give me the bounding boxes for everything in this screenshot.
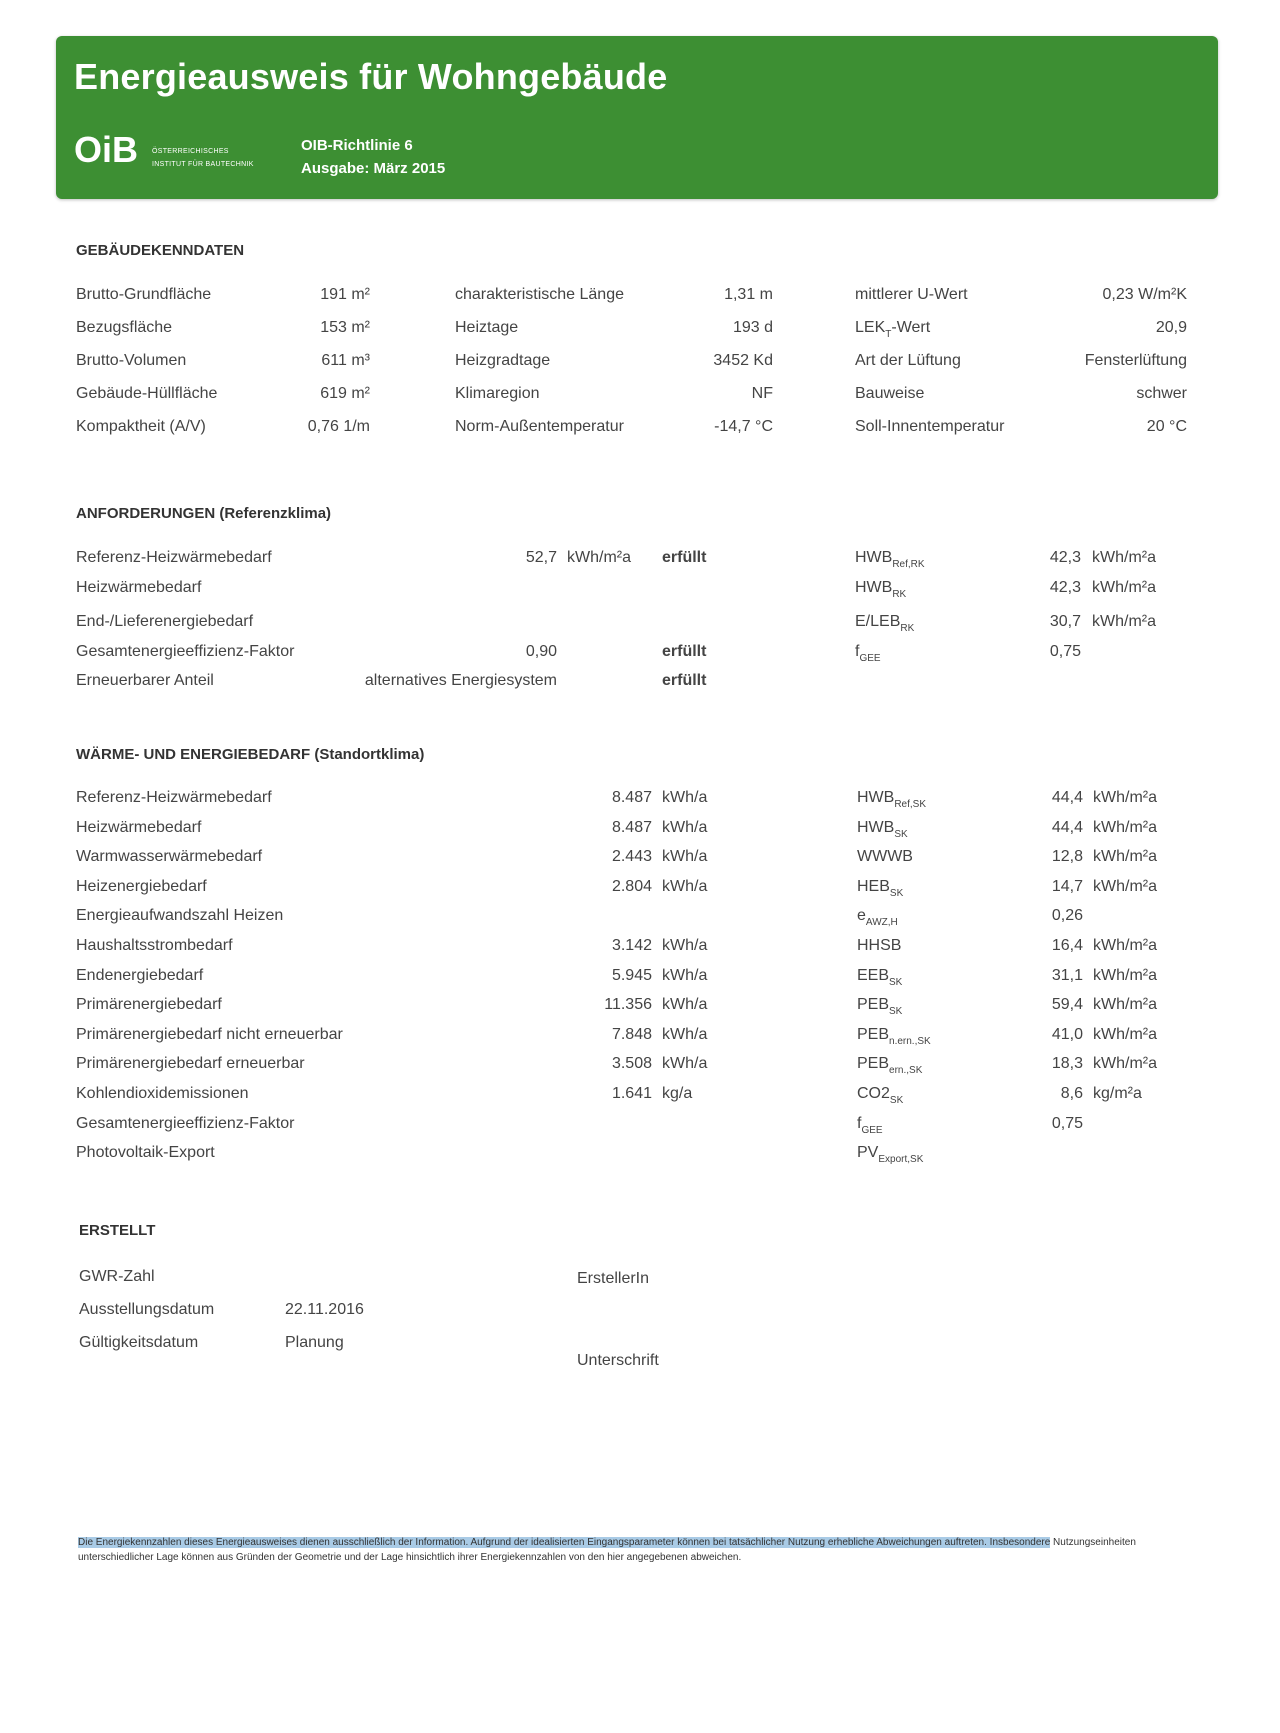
- label-suffix: -Wert: [891, 319, 931, 336]
- energy-specific-unit: kWh/m²a: [1093, 996, 1157, 1014]
- requirement-status: erfüllt: [662, 672, 707, 689]
- symbol-text: f: [857, 1114, 862, 1132]
- gebaeude-value: Fensterlüftung: [1084, 352, 1187, 369]
- gebaeude-value: 193 d: [732, 319, 773, 336]
- energy-symbol: [857, 937, 901, 955]
- energy-symbol: [857, 1025, 931, 1047]
- gwr-zahl-label: GWR-Zahl: [79, 1268, 155, 1285]
- energy-label: Referenz-Heizwärmebedarf: [76, 789, 272, 806]
- energy-unit: kWh/a: [662, 848, 708, 866]
- symbol-subscript: Ref,SK: [894, 799, 927, 810]
- requirement-label: End-/Lieferenergiebedarf: [76, 613, 254, 630]
- energy-value: 5.945: [611, 966, 652, 984]
- gebaeude-value: schwer: [1136, 385, 1187, 402]
- symbol-text: EEB: [857, 966, 890, 984]
- gebaeude-value: 619 m²: [320, 385, 370, 402]
- energy-value: 7.848: [611, 1025, 652, 1043]
- gebaeude-label: Gebäude-Hüllfläche: [76, 385, 218, 402]
- energy-unit: kWh/a: [662, 818, 708, 836]
- energy-symbol: [857, 789, 927, 810]
- requirement-symbol: [855, 579, 907, 600]
- requirement-specific-unit: kWh/m²a: [1092, 579, 1156, 596]
- requirement-label: Referenz-Heizwärmebedarf: [76, 549, 272, 566]
- symbol-text: HEB: [857, 877, 890, 895]
- symbol-text: HWB: [855, 579, 893, 596]
- energy-value: 2.443: [611, 848, 652, 866]
- symbol-subscript: Export,SK: [878, 1154, 924, 1166]
- energy-specific-unit: kWh/m²a: [1093, 966, 1157, 984]
- symbol-text: WWWB: [857, 848, 913, 866]
- symbol-text: CO2: [857, 1085, 890, 1102]
- gebaeude-label: Klimaregion: [455, 385, 540, 402]
- energy-unit: kWh/a: [662, 937, 708, 954]
- requirement-specific-value: 30,7: [1049, 613, 1081, 630]
- ausstellungsdatum-label: Ausstellungsdatum: [79, 1301, 215, 1318]
- gueltigkeitsdatum-value: Planung: [285, 1334, 344, 1351]
- energy-specific-unit: kWh/m²a: [1093, 1025, 1157, 1043]
- document-title: Energieausweis für Wohngebäude: [74, 56, 668, 97]
- symbol-subscript: SK: [889, 887, 904, 899]
- energy-specific-value: 31,1: [1051, 966, 1083, 984]
- symbol-subscript: Ref,RK: [892, 559, 925, 570]
- gueltigkeitsdatum-label: Gültigkeitsdatum: [79, 1334, 199, 1351]
- requirement-status: erfüllt: [662, 643, 707, 660]
- selected-text[interactable]: Die Energiekennzahlen dieses Energieausweises dienen ausschließlich der Information. Aufgrund der idealisierten Eingangsparameter können bei tatsächlicher Nutzung erhebliche Abweichungen auftreten. Insbesondere: [78, 1537, 1051, 1548]
- symbol-text: HWB: [857, 818, 895, 836]
- disclaimer-footnote: [78, 1535, 1190, 1565]
- energy-specific-unit: kWh/m²a: [1093, 848, 1157, 866]
- energy-symbol: [857, 907, 898, 929]
- gebaeude-label: Brutto-Volumen: [76, 352, 187, 369]
- energy-symbol: [857, 877, 904, 899]
- energy-label: Primärenergiebedarf erneuerbar: [76, 1055, 305, 1073]
- energy-value: 3.142: [611, 937, 652, 954]
- gebaeude-value: 153 m²: [320, 319, 370, 336]
- energy-specific-value: 0,26: [1051, 907, 1083, 925]
- gebaeude-value: 20,9: [1155, 319, 1187, 336]
- symbol-subscript: AWZ,H: [865, 917, 898, 929]
- energy-specific-value: 18,3: [1051, 1055, 1083, 1073]
- symbol-subscript: GEE: [861, 1124, 883, 1136]
- energy-unit: kWh/a: [662, 1055, 708, 1073]
- energy-specific-unit: kg/m²a: [1093, 1085, 1142, 1102]
- energy-specific-unit: kWh/m²a: [1093, 818, 1157, 836]
- energy-label: Primärenergiebedarf: [76, 996, 222, 1014]
- requirement-value: alternatives Energiesystem: [364, 672, 557, 689]
- energy-specific-value: 8,6: [1060, 1085, 1083, 1102]
- symbol-text: PV: [857, 1144, 879, 1162]
- symbol-text: PEB: [857, 1025, 890, 1043]
- richtlinie-ausgabe: Ausgabe: März 2015: [301, 160, 446, 177]
- logo-line-1: ÖSTERREICHISCHES: [152, 148, 229, 155]
- energy-specific-unit: kWh/m²a: [1093, 937, 1157, 954]
- ersteller-label: ErstellerIn: [577, 1270, 650, 1287]
- section-title-anforderungen: ANFORDERUNGEN (Referenzklima): [76, 505, 332, 522]
- gebaeude-label: mittlerer U-Wert: [855, 286, 968, 303]
- requirement-value: 52,7: [525, 549, 557, 566]
- energy-label: Heizenergiebedarf: [76, 877, 207, 895]
- gebaeude-value: 0,23 W/m²K: [1102, 286, 1187, 303]
- symbol-subscript: SK: [889, 1006, 903, 1018]
- gebaeude-value: 20 °C: [1146, 418, 1187, 435]
- requirement-symbol: [855, 643, 881, 664]
- requirement-unit: kWh/m²a: [567, 549, 631, 566]
- label-subscript: T: [885, 329, 892, 340]
- gebaeude-label: charakteristische Länge: [455, 286, 624, 303]
- energy-unit: kWh/a: [662, 996, 708, 1014]
- symbol-subscript: ern.,SK: [889, 1065, 923, 1077]
- symbol-text: PEB: [857, 996, 890, 1014]
- requirement-label: Gesamtenergieeffizienz-Faktor: [76, 643, 295, 660]
- gebaeude-label: Bezugsfläche: [76, 319, 173, 336]
- gebaeude-value: 0,76 1/m: [307, 418, 370, 435]
- gebaeude-label: Norm-Außentemperatur: [455, 418, 624, 435]
- gebaeude-label: Art der Lüftung: [855, 352, 961, 369]
- symbol-text: HWB: [857, 789, 895, 806]
- symbol-text: PEB: [857, 1055, 890, 1073]
- symbol-subscript: RK: [900, 623, 915, 634]
- symbol-subscript: SK: [889, 976, 903, 988]
- gebaeude-value: 191 m²: [320, 286, 370, 303]
- logo-mark: OiB: [74, 129, 139, 170]
- requirement-symbol: [855, 613, 915, 634]
- symbol-text: E/LEB: [855, 613, 901, 630]
- energy-specific-unit: kWh/m²a: [1093, 1055, 1157, 1073]
- symbol-text: e: [857, 907, 866, 925]
- energy-label: Endenergiebedarf: [76, 966, 204, 984]
- symbol-subscript: SK: [889, 1095, 904, 1106]
- symbol-subscript: GEE: [859, 653, 881, 664]
- energy-value: 8.487: [611, 818, 652, 836]
- energy-label: Warmwasserwärmebedarf: [76, 848, 263, 866]
- gebaeude-value: NF: [751, 385, 773, 402]
- energy-specific-value: 59,4: [1051, 996, 1083, 1014]
- energy-symbol: [857, 1114, 883, 1136]
- energy-label: Kohlendioxidemissionen: [76, 1085, 249, 1102]
- energy-value: 11.356: [604, 996, 652, 1014]
- gebaeude-label: Soll-Innentemperatur: [855, 418, 1005, 435]
- requirement-specific-value: 42,3: [1049, 579, 1081, 596]
- energy-unit: kg/a: [662, 1085, 693, 1102]
- energy-specific-unit: kWh/m²a: [1093, 877, 1157, 895]
- energy-unit: kWh/a: [662, 877, 708, 895]
- energy-unit: kWh/a: [662, 789, 708, 806]
- oib-logo: [74, 128, 274, 178]
- requirement-specific-value: 42,3: [1049, 549, 1081, 566]
- energy-symbol: [857, 818, 908, 840]
- header-banner: [56, 36, 1218, 199]
- requirement-label: Heizwärmebedarf: [76, 579, 202, 596]
- energy-specific-value: 12,8: [1051, 848, 1083, 866]
- energy-label: Gesamtenergieeffizienz-Faktor: [76, 1114, 295, 1132]
- gebaeude-label: Brutto-Grundfläche: [76, 286, 212, 303]
- energy-label: Photovoltaik-Export: [76, 1144, 215, 1162]
- energy-symbol: [857, 966, 903, 988]
- requirement-status: erfüllt: [662, 549, 707, 566]
- gebaeude-value: 611 m³: [321, 352, 370, 369]
- symbol-subscript: SK: [894, 828, 908, 840]
- section-title-gebaeudekenndaten: GEBÄUDEKENNDATEN: [76, 242, 245, 259]
- energy-unit: kWh/a: [662, 966, 708, 984]
- requirement-label: Erneuerbarer Anteil: [76, 672, 214, 689]
- gebaeude-label: Heiztage: [455, 319, 519, 336]
- gebaeude-value: 3452 Kd: [713, 352, 773, 369]
- symbol-subscript: RK: [892, 589, 907, 600]
- energy-label: Haushaltsstrombedarf: [76, 937, 233, 954]
- symbol-text: HHSB: [857, 937, 902, 954]
- unterschrift-label: Unterschrift: [577, 1352, 659, 1369]
- energy-symbol: [857, 996, 903, 1018]
- symbol-subscript: n.ern.,SK: [889, 1035, 931, 1047]
- energy-value: 3.508: [611, 1055, 652, 1073]
- gebaeude-label: Kompaktheit (A/V): [76, 418, 206, 435]
- energy-specific-value: 0,75: [1051, 1114, 1083, 1132]
- energy-value: 2.804: [611, 877, 652, 895]
- energy-specific-value: 41,0: [1051, 1025, 1083, 1043]
- energy-label: Primärenergiebedarf nicht erneuerbar: [76, 1025, 343, 1043]
- logo-line-2: INSTITUT FÜR BAUTECHNIK: [152, 161, 254, 168]
- energy-symbol: [857, 848, 913, 866]
- energy-value: 8.487: [611, 789, 652, 806]
- richtlinie-name: OIB-Richtlinie 6: [301, 137, 413, 154]
- requirement-symbol: [855, 549, 925, 570]
- energy-value: 1.641: [611, 1085, 652, 1102]
- symbol-text: f: [855, 643, 860, 660]
- energy-specific-value: 16,4: [1051, 937, 1083, 954]
- gebaeude-value: 1,31 m: [724, 286, 773, 303]
- gebaeude-label: [855, 319, 931, 340]
- ausstellungsdatum-value: 22.11.2016: [285, 1301, 364, 1318]
- energy-label: Heizwärmebedarf: [76, 818, 202, 836]
- symbol-text: HWB: [855, 549, 893, 566]
- richtlinie-info: [301, 134, 445, 180]
- label-text: LEK: [855, 319, 886, 336]
- footnote-rest: Nutzungseinheiten unterschiedlicher Lage können aus Gründen der Geometrie und der Lage hinsichtlich ihrer Energiekennzahlen von den hier angegebenen abweichen.: [78, 1537, 1136, 1563]
- energy-specific-value: 44,4: [1051, 818, 1083, 836]
- requirement-specific-unit: kWh/m²a: [1092, 613, 1156, 630]
- requirement-value: 0,90: [525, 643, 557, 660]
- energy-specific-value: 44,4: [1051, 789, 1083, 806]
- energy-label: Energieaufwandszahl Heizen: [76, 907, 284, 925]
- section-title-erstellt: ERSTELLT: [79, 1222, 156, 1239]
- energy-symbol: [857, 1055, 923, 1077]
- energy-specific-unit: kWh/m²a: [1093, 789, 1157, 806]
- energy-unit: kWh/a: [662, 1025, 708, 1043]
- energy-specific-value: 14,7: [1051, 877, 1083, 895]
- section-title-waerme: WÄRME- UND ENERGIEBEDARF (Standortklima): [76, 746, 425, 763]
- requirement-specific-value: 0,75: [1049, 643, 1081, 660]
- energy-symbol: [857, 1144, 924, 1166]
- requirement-specific-unit: kWh/m²a: [1092, 549, 1156, 566]
- gebaeude-label: Bauweise: [855, 385, 925, 402]
- energy-symbol: [857, 1085, 904, 1106]
- gebaeude-value: -14,7 °C: [714, 418, 773, 435]
- gebaeude-label: Heizgradtage: [455, 352, 551, 369]
